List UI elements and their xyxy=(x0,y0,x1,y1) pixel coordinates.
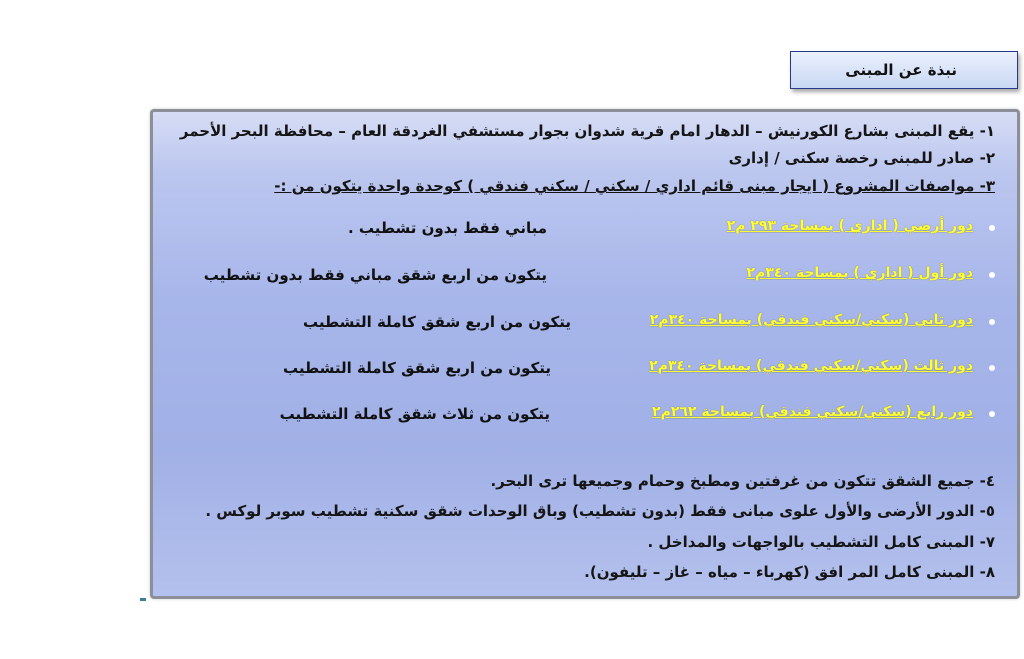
note-5: ٥- الدور الأرضى والأول علوى مبانى فقط (بدون تشطيب) وباق الوحدات شقق سكنية تشطيب سوبر لوكس . xyxy=(205,502,995,520)
bullet-icon xyxy=(989,365,995,371)
bullet-icon xyxy=(989,319,995,325)
floor-label-first: دور أول ( اداري ) بمساحة ٣٤٠م٢ xyxy=(746,265,973,281)
bullet-icon xyxy=(989,225,995,231)
bullet-icon xyxy=(989,272,995,278)
section-title-box xyxy=(790,51,1018,89)
floor-description-fourth: يتكون من ثلاث شقق كاملة التشطيب xyxy=(279,405,550,423)
floor-label-second: دور ثاني (سكني/سكني فندقي) بمساحة ٣٤٠م٢ xyxy=(649,312,973,328)
floor-description-second: يتكون من اربع شقق كاملة التشطيب xyxy=(303,313,571,331)
point-3: ٣- مواصفات المشروع ( ايجار مبنى قائم اداري / سكني / سكني فندقي ) كوحدة واحدة يتكون من :- xyxy=(274,177,995,195)
point-2: ٢- صادر للمبنى رخصة سكنى / إدارى xyxy=(728,149,995,167)
floor-description-first: يتكون من اربع شقق مباني فقط بدون تشطيب xyxy=(203,266,547,284)
section-title: نبذة عن المبنى xyxy=(845,61,957,79)
decorative-mark xyxy=(140,598,146,601)
content-panel xyxy=(150,109,1020,599)
floor-label-third: دور ثالث (سكني/سكني فندقي) بمساحة ٣٤٠م٢ xyxy=(649,358,973,374)
note-4: ٤- جميع الشقق تتكون من غرفتين ومطبخ وحمام وجميعها ترى البحر. xyxy=(490,472,995,490)
note-8: ٨- المبنى كامل المر افق (كهرباء – مياه – غاز – تليفون). xyxy=(584,563,995,581)
floor-description-ground: مباني فقط بدون تشطيب . xyxy=(347,219,547,237)
floor-label-fourth: دور رابع (سكني/سكني فندقي) بمساحة ٢٦٢م٢ xyxy=(652,404,973,420)
floor-description-third: يتكون من اربع شقق كاملة التشطيب xyxy=(283,359,551,377)
floor-label-ground: دور أرضي ( اداري ) بمساحة ٢٩٣ م٢ xyxy=(726,218,973,234)
point-1: ١- يقع المبنى بشارع الكورنيش – الدهار امام قرية شدوان بجوار مستشفي الغردقة العام – محافظة البحر الأحمر xyxy=(179,122,995,140)
bullet-icon xyxy=(989,411,995,417)
note-7: ٧- المبنى كامل التشطيب بالواجهات والمداخل . xyxy=(647,533,995,551)
